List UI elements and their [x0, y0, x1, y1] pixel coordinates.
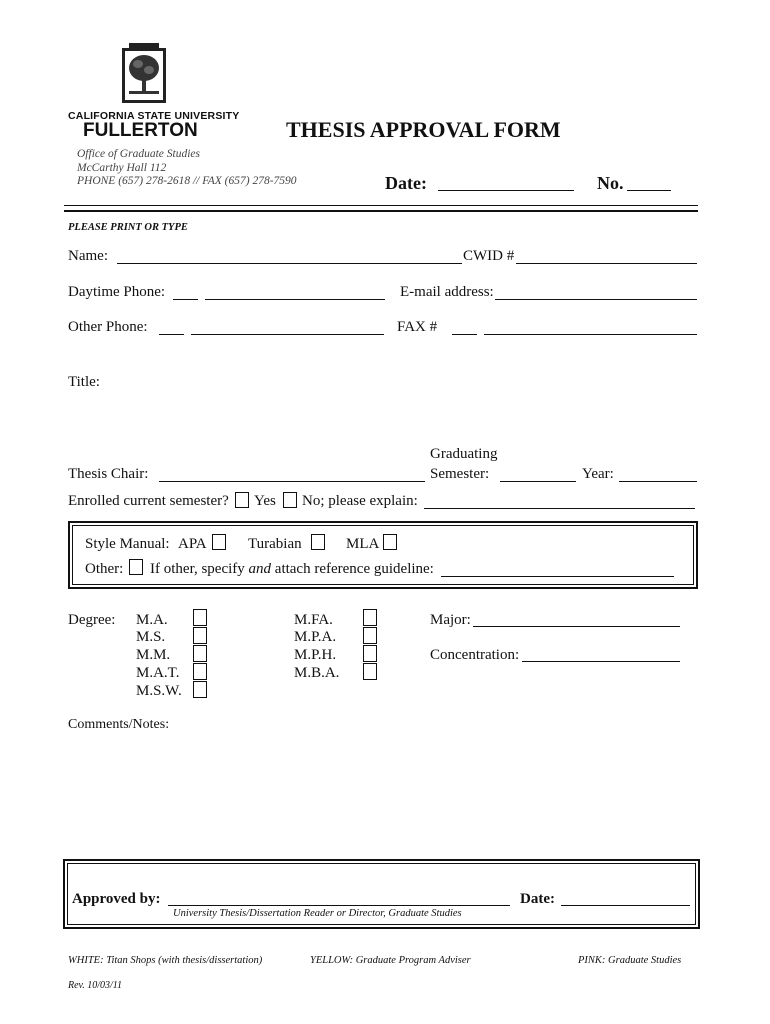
form-title: THESIS APPROVAL FORM — [286, 117, 561, 142]
name-label: Name: — [68, 248, 108, 264]
degree-mfa-label: M.FA. — [294, 612, 333, 628]
email-field[interactable] — [495, 299, 697, 300]
year-field[interactable] — [619, 481, 697, 482]
email-label: E-mail address: — [400, 284, 494, 300]
semester-label: Semester: — [430, 466, 490, 482]
concentration-label: Concentration: — [430, 647, 520, 663]
daytime-phone-field[interactable] — [205, 299, 385, 300]
degree-mph-label: M.P.H. — [294, 647, 337, 663]
degree-mm-label: M.M. — [136, 647, 171, 663]
degree-ma-checkbox[interactable] — [193, 609, 207, 626]
distribution-white: WHITE: Titan Shops (with thesis/dissertation) — [68, 955, 263, 966]
semester-field[interactable] — [500, 481, 576, 482]
degree-mba-checkbox[interactable] — [363, 663, 377, 680]
degree-mba-label: M.B.A. — [294, 665, 340, 681]
style-turabian-label: Turabian — [248, 536, 302, 552]
other-phone-label: Other Phone: — [68, 319, 148, 335]
thesis-chair-label: Thesis Chair: — [68, 466, 149, 482]
approved-by-label: Approved by: — [72, 891, 161, 907]
degree-mm-checkbox[interactable] — [193, 645, 207, 662]
distribution-yellow: YELLOW: Graduate Program Adviser — [310, 955, 471, 966]
major-field[interactable] — [473, 626, 680, 627]
style-turabian-checkbox[interactable] — [311, 534, 325, 550]
enrolled-explain-field[interactable] — [424, 508, 695, 509]
concentration-field[interactable] — [522, 661, 680, 662]
enrolled-label: Enrolled current semester? — [68, 493, 229, 509]
degree-msw-label: M.S.W. — [136, 683, 182, 699]
header-divider — [64, 205, 698, 212]
campus-name: FULLERTON — [83, 120, 198, 141]
year-label: Year: — [582, 466, 614, 482]
degree-label: Degree: — [68, 612, 116, 628]
other-phone-field[interactable] — [191, 334, 384, 335]
style-manual-section — [68, 521, 698, 589]
fax-label: FAX # — [397, 319, 438, 335]
degree-mpa-label: M.P.A. — [294, 629, 337, 645]
university-seal-logo — [121, 42, 167, 104]
degree-mfa-checkbox[interactable] — [363, 609, 377, 626]
graduating-label: Graduating — [430, 446, 498, 462]
enrolled-yes-checkbox[interactable] — [235, 492, 249, 508]
degree-ms-label: M.S. — [136, 629, 166, 645]
approved-by-signature-field[interactable] — [168, 905, 510, 906]
header-number-field[interactable] — [627, 190, 671, 191]
degree-mat-checkbox[interactable] — [193, 663, 207, 680]
approval-caption: University Thesis/Dissertation Reader or Director, Graduate Studies — [173, 908, 462, 919]
name-field[interactable] — [117, 263, 462, 264]
style-apa-checkbox[interactable] — [212, 534, 226, 550]
daytime-phone-label: Daytime Phone: — [68, 284, 166, 300]
style-other-text-a: If other, specify — [150, 561, 245, 577]
style-other-text-b: and — [248, 561, 272, 577]
office-name: Office of Graduate Studies — [77, 148, 200, 160]
fax-area-field[interactable] — [452, 334, 477, 335]
style-mla-checkbox[interactable] — [383, 534, 397, 550]
style-other-checkbox[interactable] — [129, 559, 143, 575]
header-date-field[interactable] — [438, 190, 574, 191]
degree-msw-checkbox[interactable] — [193, 681, 207, 698]
fax-field[interactable] — [484, 334, 697, 335]
enrolled-yes-label: Yes — [254, 493, 276, 509]
enrolled-no-label: No; please explain: — [302, 493, 418, 509]
degree-ma-label: M.A. — [136, 612, 168, 628]
header-date-label: Date: — [385, 173, 427, 193]
office-address: McCarthy Hall 112 — [77, 162, 167, 174]
approval-date-label: Date: — [520, 891, 555, 907]
major-label: Major: — [430, 612, 471, 628]
distribution-pink: PINK: Graduate Studies — [578, 955, 682, 966]
university-name: CALIFORNIA STATE UNIVERSITY — [68, 110, 240, 122]
cwid-field[interactable] — [516, 263, 697, 264]
other-phone-area-field[interactable] — [159, 334, 184, 335]
daytime-phone-area-field[interactable] — [173, 299, 198, 300]
revision-label: Rev. 10/03/11 — [68, 980, 123, 991]
style-apa-label: APA — [178, 536, 207, 552]
style-mla-label: MLA — [346, 536, 380, 552]
style-other-instructions — [150, 560, 434, 578]
degree-mph-checkbox[interactable] — [363, 645, 377, 662]
approval-date-field[interactable] — [561, 905, 690, 906]
cwid-label: CWID # — [463, 248, 515, 264]
enrolled-no-checkbox[interactable] — [283, 492, 297, 508]
style-manual-label: Style Manual: — [85, 536, 170, 552]
degree-mpa-checkbox[interactable] — [363, 627, 377, 644]
degree-ms-checkbox[interactable] — [193, 627, 207, 644]
comments-label: Comments/Notes: — [68, 717, 170, 732]
degree-mat-label: M.A.T. — [136, 665, 180, 681]
style-other-label: Other: — [85, 561, 124, 577]
style-other-text-c: attach reference guideline: — [274, 561, 434, 577]
title-label: Title: — [68, 374, 100, 390]
thesis-chair-field[interactable] — [159, 481, 425, 482]
instructions: PLEASE PRINT OR TYPE — [68, 222, 188, 233]
office-contact: PHONE (657) 278-2618 // FAX (657) 278-7590 — [77, 175, 297, 187]
style-other-field[interactable] — [441, 576, 674, 577]
header-number-label: No. — [597, 173, 624, 193]
